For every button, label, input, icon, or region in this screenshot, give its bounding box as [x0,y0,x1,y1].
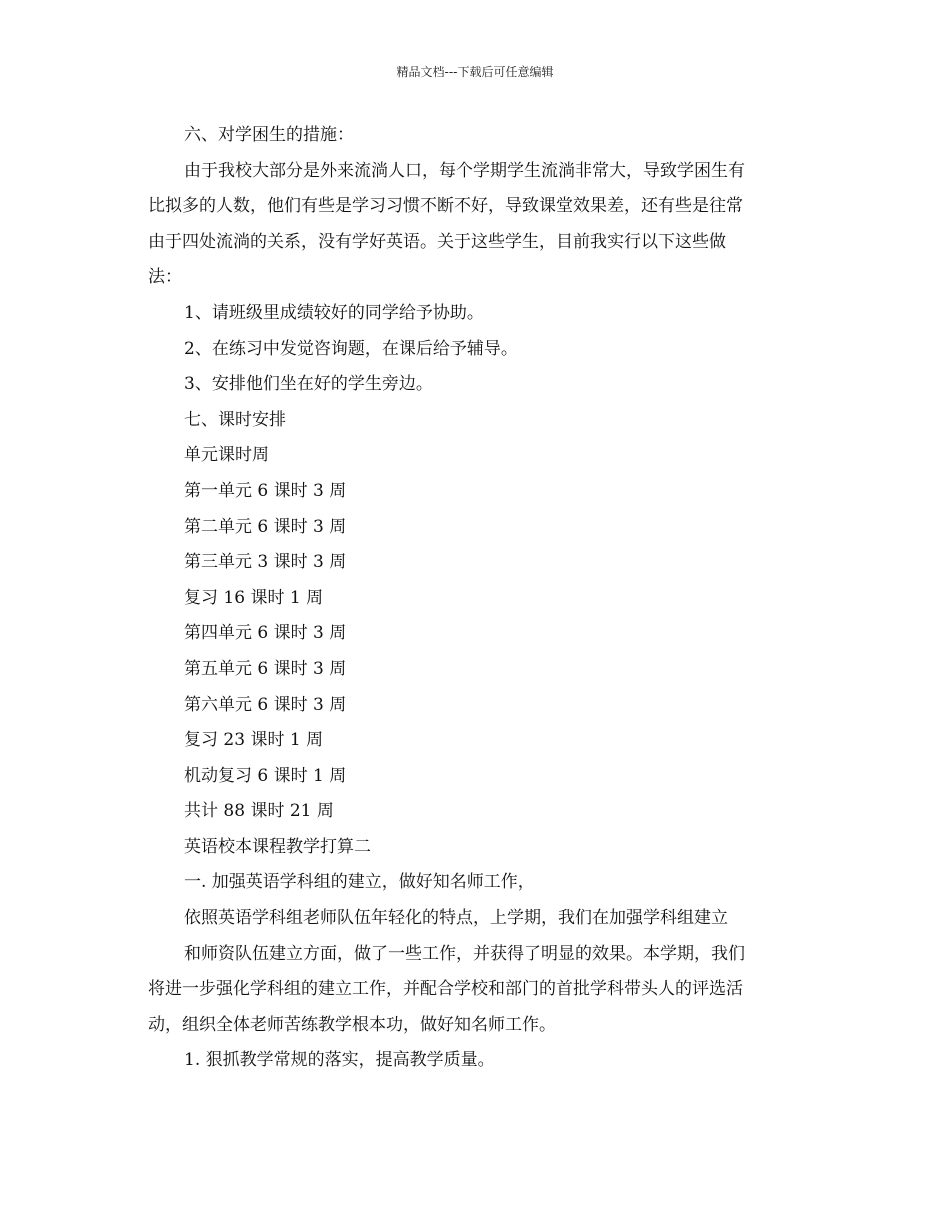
text-line: 机动复习 6 课时 1 周 [184,765,347,786]
text-line: 和师资队伍建立方面，做了一些工作，并获得了明显的效果。本学期，我们 [184,943,745,964]
text-line: 1、请班级里成绩较好的同学给予协助。 [184,302,484,323]
text-line: 1. 狠抓教学常规的落实，提高教学质量。 [184,1050,495,1071]
page-header: 精品文档---下载后可任意编辑 [396,65,554,79]
text-line: 第一单元 6 课时 3 周 [184,480,347,501]
text-line: 复习 23 课时 1 周 [184,730,324,751]
text-line: 第六单元 6 课时 3 周 [184,694,347,715]
text-line: 法： [148,267,182,288]
text-line: 七、课时安排 [184,409,286,430]
text-line: 单元课时周 [184,445,269,466]
text-line: 英语校本课程教学打算二 [184,836,371,857]
text-line: 共计 88 课时 21 周 [184,801,334,822]
text-line: 第四单元 6 课时 3 周 [184,623,347,644]
text-line: 第五单元 6 课时 3 周 [184,658,347,679]
document-body [148,118,808,1079]
text-line: 3、安排他们坐在好的学生旁边。 [184,374,433,395]
text-line: 由于四处流淌的关系，没有学好英语。关于这些学生，目前我实行以下这些做 [148,231,726,252]
text-line: 2、在练习中发觉咨询题，在课后给予辅导。 [184,338,518,359]
text-line: 一. 加强英语学科组的建立，做好知名师工作， [184,872,535,893]
text-line: 六、对学困生的措施： [184,125,354,145]
text-line: 依照英语学科组老师队伍年轻化的特点，上学期，我们在加强学科组建立 [184,908,728,929]
text-line: 将进一步强化学科组的建立工作，并配合学校和部门的首批学科带头人的评选活 [148,979,743,1000]
text-line: 动，组织全体老师苦练教学根本功，做好知名师工作。 [148,1014,556,1035]
text-line: 比拟多的人数，他们有些是学习习惯不断不好，导致课堂效果差，还有些是往常 [148,196,743,217]
text-line: 第二单元 6 课时 3 周 [184,516,347,537]
text-line: 第三单元 3 课时 3 周 [184,552,347,573]
text-line: 由于我校大部分是外来流淌人口，每个学期学生流淌非常大，导致学困生有 [184,160,745,181]
text-line: 复习 16 课时 1 周 [184,587,324,608]
